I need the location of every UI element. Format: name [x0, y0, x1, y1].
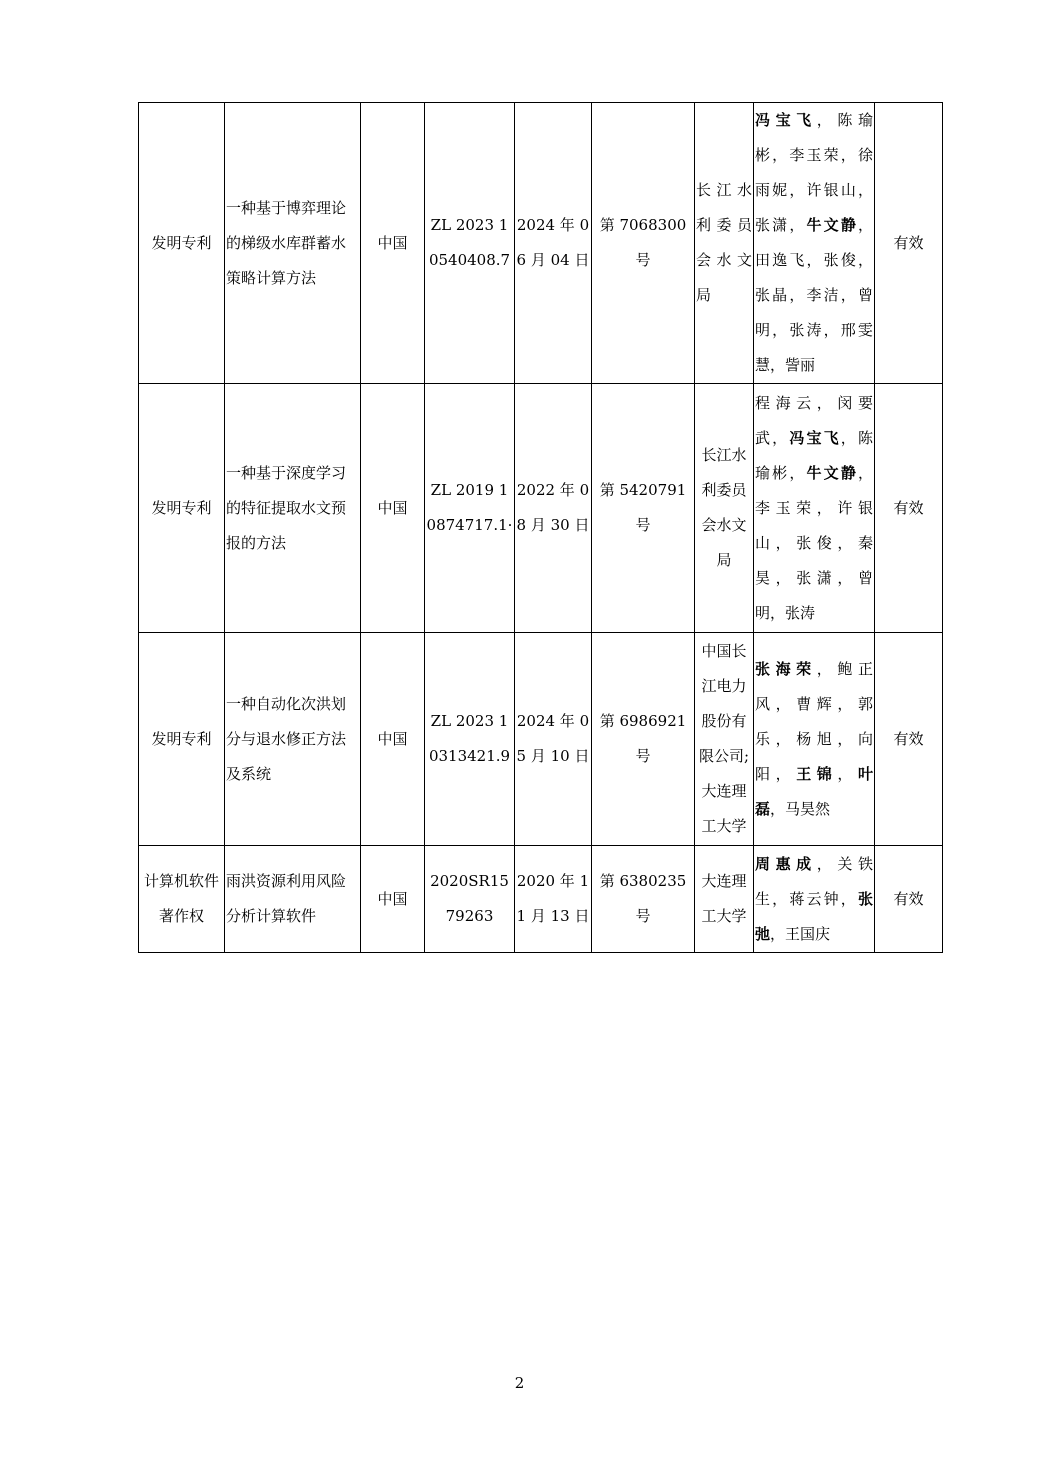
- certificate-number-cell: 第 6380235 号: [592, 846, 695, 953]
- inventor-separator: ，: [816, 498, 838, 517]
- inventor-separator: ，: [840, 428, 858, 447]
- patent-number-cell: 2020SR1579263: [425, 846, 515, 953]
- inventor-name: 王国庆: [785, 924, 831, 943]
- owner-cell: 大连理工大学: [695, 846, 754, 953]
- inventor-separator: ，: [772, 146, 790, 164]
- inventor-separator: ，: [857, 251, 873, 269]
- inventor-name: 牛文静: [806, 463, 858, 482]
- ip-name-cell: 一种自动化次洪划分与退水修正方法及系统: [225, 633, 361, 846]
- inventor-name: 闵要武: [755, 393, 873, 447]
- inventor-separator: ，: [775, 694, 797, 713]
- inventor-name: 曾明: [755, 286, 873, 339]
- inventor-name: 张潇: [755, 216, 790, 234]
- inventor-name: 冯宝飞: [789, 428, 841, 447]
- inventor-name: 张涛: [785, 603, 816, 622]
- inventor-name: 曹辉: [796, 694, 838, 713]
- inventor-separator: ，: [816, 111, 838, 129]
- inventor-separator: ，: [770, 799, 786, 818]
- inventor-name: 郭乐: [755, 694, 873, 748]
- table-row: [139, 846, 943, 953]
- inventor-name: 訾丽: [785, 356, 816, 374]
- inventor-name: 杨旭: [796, 729, 838, 748]
- country-cell: 中国: [361, 846, 425, 953]
- page-number: 2: [514, 1374, 525, 1392]
- inventor-name: 程海云: [755, 393, 817, 412]
- certificate-number-cell: 第 5420791 号: [592, 384, 695, 633]
- grant-date-cell: 2020 年 11 月 13 日: [515, 846, 592, 953]
- inventor-separator: ，: [840, 286, 858, 304]
- owner-cell: 长 江 水 利 委 员 会 水 文 局: [695, 103, 754, 384]
- inventor-separator: ，: [789, 463, 807, 482]
- inventor-name: 陈瑜彬: [755, 428, 873, 482]
- inventor-name: 牛文静: [806, 216, 858, 234]
- certificate-number-cell: 第 6986921 号: [592, 633, 695, 846]
- grant-date-cell: 2024 年 05 月 10 日: [515, 633, 592, 846]
- inventor-name: 叶磊: [755, 764, 873, 818]
- inventor-separator: ，: [816, 659, 838, 678]
- status-cell: 有效: [875, 384, 943, 633]
- inventor-name: 徐雨妮: [755, 146, 873, 199]
- inventor-name: 蒋云钟: [789, 889, 841, 908]
- inventor-name: 邢雯慧: [755, 321, 873, 374]
- inventor-name: 田逸飞: [755, 251, 807, 269]
- inventor-separator: ，: [816, 393, 838, 412]
- inventor-name: 李洁: [806, 286, 841, 304]
- country-cell: 中国: [361, 633, 425, 846]
- grant-date-cell: 2024 年 06 月 04 日: [515, 103, 592, 384]
- patent-number-cell: ZL 2023 1 0540408.7: [425, 103, 515, 384]
- inventor-separator: ，: [837, 764, 858, 783]
- inventor-separator: ，: [775, 729, 797, 748]
- inventor-separator: ，: [789, 181, 807, 199]
- inventor-separator: ，: [789, 216, 807, 234]
- inventor-name: 李玉荣: [755, 498, 817, 517]
- inventor-separator: ，: [770, 924, 786, 943]
- inventors-cell: [754, 633, 875, 846]
- inventor-name: 许银山: [806, 181, 858, 199]
- ip-name-cell: 雨洪资源利用风险分析计算软件: [225, 846, 361, 953]
- inventor-name: 冯宝飞: [755, 111, 817, 129]
- inventor-name: 许银山: [755, 498, 873, 552]
- certificate-number-cell: 第 7068300 号: [592, 103, 695, 384]
- table-row: [139, 633, 943, 846]
- status-cell: 有效: [875, 103, 943, 384]
- grant-date-cell: 2022 年 08 月 30 日: [515, 384, 592, 633]
- country-cell: 中国: [361, 384, 425, 633]
- owner-cell: 长江水利委员会水文局: [695, 384, 754, 633]
- table-row: [139, 103, 943, 384]
- status-cell: 有效: [875, 846, 943, 953]
- inventor-name: 向阳: [755, 729, 873, 783]
- patent-number-cell: ZL 2019 1 0874717.1·: [425, 384, 515, 633]
- country-cell: 中国: [361, 103, 425, 384]
- inventor-separator: ，: [840, 889, 858, 908]
- inventor-separator: ，: [772, 889, 790, 908]
- inventor-separator: ，: [837, 729, 858, 748]
- ip-name-cell: 一种基于博弈理论的梯级水库群蓄水策略计算方法: [225, 103, 361, 384]
- ip-type-cell: 发明专利: [139, 103, 225, 384]
- inventor-name: 张俊: [796, 533, 838, 552]
- inventor-separator: ，: [837, 533, 858, 552]
- inventor-name: 鲍正风: [755, 659, 873, 713]
- inventor-separator: ，: [772, 321, 790, 339]
- table-row: [139, 384, 943, 633]
- inventor-separator: ，: [775, 764, 797, 783]
- inventor-separator: ，: [770, 356, 786, 374]
- inventor-separator: ，: [823, 321, 841, 339]
- inventor-name: 秦昊: [755, 533, 873, 587]
- inventor-separator: ，: [857, 181, 873, 199]
- inventors-cell: [754, 103, 875, 384]
- inventors-cell: [754, 384, 875, 633]
- inventor-separator: ，: [857, 463, 873, 482]
- inventor-name: 张弛: [755, 889, 873, 943]
- inventor-name: 张潇: [796, 568, 838, 587]
- inventor-separator: ，: [772, 428, 790, 447]
- inventor-name: 曾明: [755, 568, 873, 622]
- inventor-name: 马昊然: [785, 799, 831, 818]
- ip-type-cell: 发明专利: [139, 384, 225, 633]
- inventor-separator: ，: [789, 286, 807, 304]
- inventor-name: 李玉荣: [789, 146, 841, 164]
- inventor-separator: ，: [775, 568, 797, 587]
- inventors-cell: [754, 846, 875, 953]
- ip-name-cell: 一种基于深度学习的特征提取水文预报的方法: [225, 384, 361, 633]
- inventor-separator: ，: [857, 216, 873, 234]
- patent-number-cell: ZL 2023 1 0313421.9: [425, 633, 515, 846]
- inventor-name: 王锦: [796, 764, 838, 783]
- inventor-separator: ，: [816, 854, 838, 873]
- inventor-name: 陈瑜彬: [755, 111, 873, 164]
- inventor-separator: ，: [837, 568, 858, 587]
- inventor-separator: ，: [840, 146, 858, 164]
- inventor-separator: ，: [837, 694, 858, 713]
- inventor-name: 周惠成: [755, 854, 817, 873]
- status-cell: 有效: [875, 633, 943, 846]
- inventor-name: 张海荣: [755, 659, 817, 678]
- inventor-separator: ，: [770, 603, 786, 622]
- inventor-separator: ，: [775, 533, 797, 552]
- ip-record-table: [138, 102, 943, 953]
- inventor-separator: ，: [806, 251, 824, 269]
- inventor-name: 张涛: [789, 321, 824, 339]
- inventor-name: 张晶: [755, 286, 790, 304]
- ip-type-cell: 发明专利: [139, 633, 225, 846]
- inventor-name: 关铁生: [755, 854, 873, 908]
- ip-type-cell: 计算机软件著作权: [139, 846, 225, 953]
- owner-cell: 中国长江电力股份有限公司;大连理工大学: [695, 633, 754, 846]
- inventor-name: 张俊: [823, 251, 858, 269]
